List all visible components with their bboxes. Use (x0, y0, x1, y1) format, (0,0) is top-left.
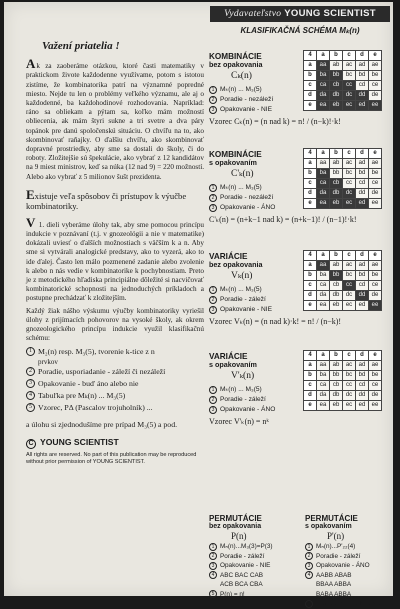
grid-cell: dd (356, 189, 369, 199)
grid-cell: bb (330, 271, 343, 281)
section-subheading: bez opakovania (209, 60, 263, 69)
grid-cell: cb (330, 381, 343, 391)
grid-cell: ce (369, 179, 382, 189)
grid-cell: de (369, 91, 382, 101)
grid-cell: ca (317, 81, 330, 91)
brand-label: YOUNG SCIENTIST (284, 8, 376, 19)
grid-cell: ce (369, 81, 382, 91)
grid-cell: cb (330, 179, 343, 189)
grid-cell: ec (343, 101, 356, 111)
list-item: BABA ABBA (316, 590, 352, 598)
grid-cell: dc (343, 291, 356, 301)
grid-cell: be (369, 371, 382, 381)
grid-header: e (369, 51, 382, 61)
grid-row-header: b (304, 71, 317, 81)
intro-text: k za zaoberáme otázkou, ktoré časti matematiky v praktickom živote každodenne využívame, potom s istotou zistíme, že kombinatorika patrí na významné popredné miesto. Nejde tu len o problémy veľkého významu, ale aj o každodenné, ba každohodinové rozhodovania. Napríklad: ráno sa obliekam a pýtam sa, koľko mám možností obliecenia, ak mám štyri sukne a tri svetre a dva páry topánok pre danú spoločenskú situáciu. O chvíľu na to, ako skombinovať raňajky. O ďalšiu chvíľu, ako skombinovať dopravné prostriedky, aby sme sa dostali do školy, či do roboty. Zložitejšie sú špekulácie, ako vybrať z 12 kandidátov na 9 miest ministrov, keď sa núka (12 nad 9) = 220 možností. Alebo ako vybrať z 5 milionov šušt prezidenta. (26, 62, 204, 181)
grid-cell: ae (369, 159, 382, 169)
grid-cell: ec (343, 401, 356, 411)
list-item: 1 Mₙ(n)...M₃(3)=P(3) (209, 542, 301, 552)
step-number: 5 (26, 403, 35, 412)
section-heading: KOMBINÁCIE (209, 150, 262, 159)
variation-grid (303, 250, 382, 311)
grid-header: e (369, 251, 382, 261)
method-initial: V (26, 214, 36, 230)
list-item: 3 Opakovanie - ÁNO (209, 405, 391, 415)
grid-cell: ca (317, 281, 330, 291)
grid-header: e (369, 149, 382, 159)
list-item: BBAA ABBA (316, 581, 352, 588)
grid-cell: ba (317, 71, 330, 81)
section-subheading: bez opakovania (209, 260, 263, 269)
grid-cell: ab (330, 159, 343, 169)
list-item (26, 390, 204, 402)
approaches-heading (26, 186, 204, 212)
grid-cell: ca (317, 381, 330, 391)
grid-cell: da (317, 291, 330, 301)
grid-row-header: a (304, 159, 317, 169)
section-formula: Vzorec Vₖ(n) = (n nad k)·k! = n! / (n−k)! (209, 316, 342, 326)
grid-cell: cd (356, 281, 369, 291)
research-paragraph: Každý žiak nášho výskumu výučby kombinatoriky vyriešil úlohy z prijímacích pohovorov na vysoké školy, ak okrem gnozeologického princípu indukcie využil klasifikačnú schému: (26, 306, 204, 343)
grid-cell: db (330, 91, 343, 101)
grid-cell: be (369, 271, 382, 281)
publisher-banner (210, 6, 390, 22)
grid-cell: bd (356, 169, 369, 179)
grid-header: c (343, 51, 356, 61)
grid-cell: aa (317, 361, 330, 371)
grid-header: d (356, 251, 369, 261)
grid-cell: cd (356, 381, 369, 391)
grid-cell: ad (356, 61, 369, 71)
grid-cell: ad (356, 361, 369, 371)
section-symbol: Cₖ(n) (231, 70, 252, 81)
grid-cell: ce (369, 381, 382, 391)
list-item: 5 P'ₖ₁…ₖₘⁿ = n! / k₁!...kₘ! (305, 599, 391, 609)
grid-cell: bc (343, 169, 356, 179)
closing-line: a úlohu si zjednodušíme pre prípad M₃(5) a pod. (26, 420, 178, 430)
grid-row-header: c (304, 381, 317, 391)
list-item: 3 Opakovanie - NIE (209, 561, 301, 571)
grid-cell: db (330, 189, 343, 199)
grid-header: c (343, 351, 356, 361)
step-text: Vzorec, PΔ (Pascalov trojuholník) ... (38, 403, 153, 413)
method-paragraph (26, 214, 205, 304)
section-items (209, 542, 301, 599)
step-text: Poradie, usporiadanie - záleží či nezáleží (38, 367, 166, 377)
grid-cell: ee (369, 101, 382, 111)
combination-repetition-grid (303, 148, 382, 209)
section-heading: KOMBINÁCIE (209, 52, 262, 61)
grid-header: b (330, 51, 343, 61)
section-items (305, 542, 391, 609)
grid-cell: ae (369, 261, 382, 271)
grid-corner: 4 (304, 351, 317, 361)
list-item (26, 366, 204, 378)
grid-cell: db (330, 391, 343, 401)
section-heading: PERMUTÁCIE (305, 514, 358, 523)
grid-cell: eb (330, 199, 343, 209)
grid-row-header: a (304, 361, 317, 371)
approaches-text: xistuje veľa spôsobov či prístupov k výučbe kombinatoriky. (26, 190, 187, 212)
grid-cell: ce (369, 281, 382, 291)
grid-cell: aa (317, 61, 330, 71)
grid-cell: cd (356, 179, 369, 189)
list-item: 2 Poradie - záleží (209, 295, 391, 305)
grid-header: c (343, 149, 356, 159)
step-text: Opakovanie - buď áno alebo nie (38, 379, 139, 389)
list-item: 3 Opakovanie - ÁNO (305, 561, 391, 571)
grid-cell: ed (356, 301, 369, 311)
section-permutations-repetition (305, 514, 391, 609)
grid-cell: de (369, 291, 382, 301)
grid-row-header: b (304, 169, 317, 179)
list-item: 2 Poradie - záleží (209, 395, 391, 405)
grid-cell: ec (343, 301, 356, 311)
step-number: 4 (26, 391, 35, 400)
grid-cell: ee (369, 301, 382, 311)
grid-row-header: d (304, 91, 317, 101)
grid-cell: ea (317, 101, 330, 111)
section-heading: VARIÁCIE (209, 252, 248, 261)
grid-row-header: a (304, 61, 317, 71)
grid-cell: ea (317, 301, 330, 311)
list-item: 1 Mₖ(n) ... M₃(5) (209, 183, 391, 193)
list-item (26, 346, 204, 358)
grid-row-header: b (304, 371, 317, 381)
grid-cell: be (369, 169, 382, 179)
grid-cell: bb (330, 169, 343, 179)
list-item: 2 Poradie - záleží (305, 552, 391, 562)
grid-cell: cc (343, 281, 356, 291)
step-text: Tabuľka pre Mₖ(n) ... M₃(5) (38, 391, 126, 401)
grid-cell: cc (343, 81, 356, 91)
grid-row-header: e (304, 401, 317, 411)
grid-cell: ac (343, 361, 356, 371)
copyright-icon: C (26, 439, 36, 449)
section-formula: Vzorec Cₖ(n) = (n nad k) = n! / (n−k)!·k! (209, 116, 341, 126)
grid-cell: ba (317, 169, 330, 179)
grid-cell: ea (317, 199, 330, 209)
grid-cell: cc (343, 381, 356, 391)
grid-cell: dc (343, 391, 356, 401)
grid-cell: bc (343, 271, 356, 281)
list-item (26, 402, 204, 414)
grid-cell: ac (343, 159, 356, 169)
grid-header: d (356, 51, 369, 61)
section-symbol: P'(n) (327, 531, 345, 541)
section-subheading: bez opakovania (209, 523, 262, 530)
list-item: 2 Poradie - nezáleží (209, 95, 391, 105)
grid-cell: ee (369, 199, 382, 209)
grid-cell: ec (343, 199, 356, 209)
left-column (26, 42, 204, 466)
list-item: 2 Poradie - záleží (209, 552, 301, 562)
grid-cell: dc (343, 91, 356, 101)
grid-header: e (369, 351, 382, 361)
section-heading: VARIÁCIE (209, 352, 248, 361)
grid-cell: ae (369, 61, 382, 71)
grid-cell: cb (330, 81, 343, 91)
grid-cell: ba (317, 271, 330, 281)
list-item (26, 378, 204, 390)
grid-cell: dd (356, 91, 369, 101)
list-item: 3 Opakovanie - NIE (209, 305, 391, 315)
list-item: ACB BCA CBA (220, 581, 263, 588)
grid-row-header: d (304, 291, 317, 301)
grid-cell: db (330, 291, 343, 301)
grid-cell: cd (356, 81, 369, 91)
grid-cell: ee (369, 401, 382, 411)
grid-cell: ad (356, 261, 369, 271)
section-permutations (209, 514, 301, 599)
grid-cell: cc (343, 179, 356, 189)
combination-grid (303, 50, 382, 111)
step-number: 3 (26, 379, 35, 388)
rights-notice: All rights are reserved. No part of this publication may be reproduced without prior permission of YOUNG SCIENTIST. (26, 451, 197, 465)
step-text: M₂(n) resp. M₃(5), tvorenie k-tice z n (38, 347, 155, 357)
list-item: 1 Mₖ(n) ... M₃(5) (209, 85, 391, 95)
grid-header: a (317, 351, 330, 361)
grid-header: b (330, 351, 343, 361)
copyright-line (26, 438, 204, 449)
copyright-brand: YOUNG SCIENTIST (40, 436, 119, 447)
grid-cell: bd (356, 371, 369, 381)
intro-initial: A (26, 56, 36, 72)
step-subtext: prvkov (38, 358, 58, 367)
grid-cell: be (369, 71, 382, 81)
grid-cell: ca (317, 179, 330, 189)
grid-row-header: b (304, 271, 317, 281)
grid-corner: 4 (304, 149, 317, 159)
section-symbol: V'ₖ(n) (231, 370, 255, 381)
list-item: 1 Mₙ(n)...P'₂₂(4) (305, 542, 391, 552)
intro-paragraph (26, 56, 204, 182)
grid-cell: ed (356, 199, 369, 209)
section-subheading: s opakovaním (209, 360, 257, 369)
list-item: 4 AABB ABAB (305, 571, 391, 581)
grid-cell: ac (343, 61, 356, 71)
section-subheading: s opakovaním (209, 158, 257, 167)
scheme-steps-list (26, 346, 204, 414)
grid-cell: dd (356, 391, 369, 401)
publisher-label: Vydavateľstvo (224, 9, 282, 19)
list-item: 1 Mₖ(n) ... M₃(5) (209, 385, 391, 395)
grid-row-header: c (304, 179, 317, 189)
variation-repetition-grid (303, 350, 382, 411)
grid-cell: bc (343, 371, 356, 381)
grid-cell: da (317, 189, 330, 199)
list-item: 2 Poradie - nezáleží (209, 193, 391, 203)
approaches-initial: E (26, 186, 35, 202)
section-subheading: s opakovaním (305, 523, 352, 530)
grid-header: a (317, 51, 330, 61)
greeting-title: Važení priatelia ! (42, 40, 120, 52)
grid-cell: ad (356, 159, 369, 169)
scheme-title: KLASIFIKAČNÁ SCHÉMA Mₖ(n) (240, 26, 360, 35)
grid-cell: bd (356, 271, 369, 281)
grid-cell: ed (356, 401, 369, 411)
grid-header: d (356, 351, 369, 361)
grid-cell: ae (369, 361, 382, 371)
grid-row-header: d (304, 391, 317, 401)
grid-header: a (317, 149, 330, 159)
grid-header: d (356, 149, 369, 159)
list-item: 5 P(n) = n! (209, 590, 301, 600)
section-symbol: C'ₖ(n) (231, 168, 254, 179)
section-heading: PERMUTÁCIE (209, 514, 262, 523)
section-formula: Vzorec V'ₖ(n) = nᵏ (209, 416, 269, 426)
grid-cell: dd (356, 291, 369, 301)
grid-row-header: e (304, 101, 317, 111)
grid-cell: eb (330, 401, 343, 411)
grid-cell: aa (317, 159, 330, 169)
grid-cell: ab (330, 361, 343, 371)
grid-corner: 4 (304, 51, 317, 61)
grid-cell: da (317, 391, 330, 401)
grid-cell: dc (343, 189, 356, 199)
grid-cell: da (317, 91, 330, 101)
step-number: 2 (26, 367, 35, 376)
grid-cell: cb (330, 281, 343, 291)
section-formula: C'ₖ(n) = (n+k−1 nad k) = (n+k−1)! / (n−1)!·k! (209, 214, 357, 224)
grid-cell: de (369, 391, 382, 401)
grid-row-header: e (304, 199, 317, 209)
grid-cell: ed (356, 101, 369, 111)
section-symbol: Vₖ(n) (231, 270, 253, 281)
grid-cell: bc (343, 71, 356, 81)
grid-cell: ba (317, 371, 330, 381)
section-symbol: P(n) (231, 531, 247, 541)
grid-cell: ea (317, 401, 330, 411)
grid-header: c (343, 251, 356, 261)
grid-row-header: a (304, 261, 317, 271)
grid-header: a (317, 251, 330, 261)
magazine-page (4, 2, 393, 607)
grid-cell: ab (330, 61, 343, 71)
grid-cell: bb (330, 71, 343, 81)
grid-row-header: c (304, 281, 317, 291)
grid-cell: ac (343, 261, 356, 271)
grid-cell: aa (317, 261, 330, 271)
grid-cell: ab (330, 261, 343, 271)
list-item: 1 Mₖ(n) ... M₃(5) (209, 285, 391, 295)
method-text: 1. dieli vyberáme úlohy tak, aby sme pomocou princípu indukcie v poznávaní (t.j. v gnozeológii a nie v matematike) dokázali uviesť o ďalších možnostiach s väčším k a n. Aby sme si vytvárali analogické predstavy, ako to vyzerá, ako to ide ďalej. Často len málo pozmenené zadanie alebo zvolenie k alebo n nás vedie v kombinatorike k pochybnostiam. Preto je z metodického hľadiska principiálne dôležité si nacvičovať kombinatorické schopnosti na jednoduchých príkladoch a postupne prechádzať k zložitejším. (26, 220, 205, 303)
grid-row-header: d (304, 189, 317, 199)
step-number: 1 (26, 347, 35, 356)
grid-cell: eb (330, 301, 343, 311)
grid-header: b (330, 149, 343, 159)
grid-corner: 4 (304, 251, 317, 261)
list-item: 4 ABC BAC CAB (209, 571, 301, 581)
grid-row-header: e (304, 301, 317, 311)
grid-cell: eb (330, 101, 343, 111)
grid-row-header: c (304, 81, 317, 91)
grid-cell: bb (330, 371, 343, 381)
list-item: 3 Opakovanie - NIE (209, 105, 391, 115)
grid-header: b (330, 251, 343, 261)
grid-cell: bd (356, 71, 369, 81)
list-item: 3 Opakovanie - ÁNO (209, 203, 391, 213)
grid-cell: de (369, 189, 382, 199)
